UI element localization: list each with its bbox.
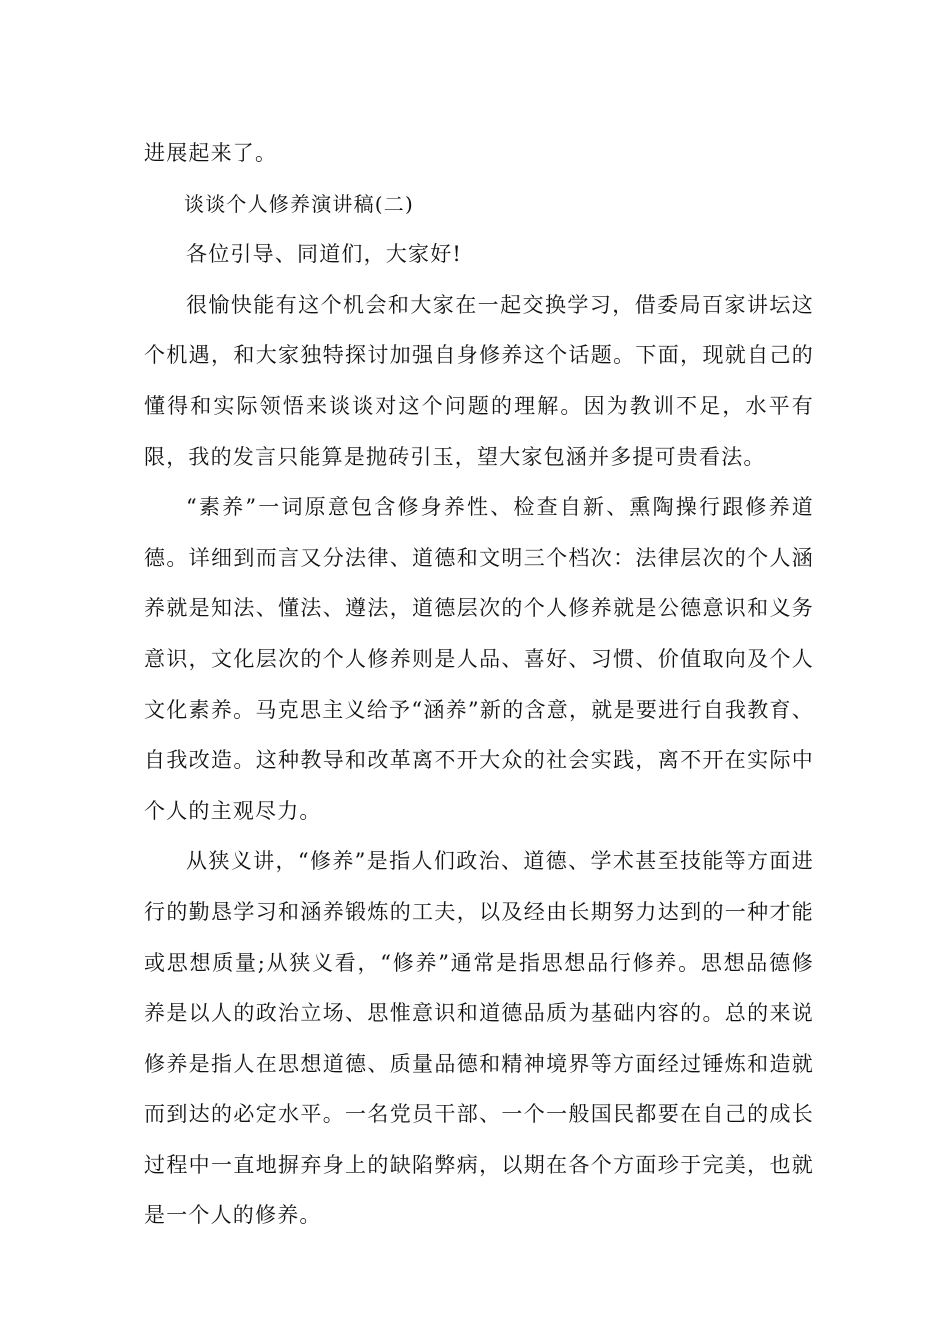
paragraph-intro: 很愉快能有这个机会和大家在一起交换学习，借委局百家讲坛这个机遇，和大家独特探讨加强自身修养这个话题。下面，现就自己的懂得和实际领悟来谈谈对这个问题的理解。因为教训不足，水平有限，我的发言只能算是抛砖引玉，望大家包涵并多提可贵看法。 (144, 292, 814, 469)
greeting-line: 各位引导、同道们，大家好! (186, 242, 463, 267)
speech-title: 谈谈个人修养演讲稿(二) (184, 191, 415, 216)
paragraph-definition: “素养”一词原意包含修身养性、检查自新、熏陶操行跟修养道德。详细到而言又分法律、道德和文明三个档次：法律层次的个人涵养就是知法、懂法、遵法，道德层次的个人修养就是公德意识和义务意识，文化层次的个人修养则是人品、喜好、习惯、价值取向及个人文化素养。马克思主义给予“涵养”新的含意，就是要进行自我教育、自我改造。这种教导和改革离不开大众的社会实践，离不开在实际中个人的主观尽力。 (144, 495, 814, 823)
document-body (144, 128, 814, 1241)
continuation-line: 进展起来了。 (144, 141, 278, 165)
paragraph-meaning: 从狭义讲，“修养”是指人们政治、道德、学术甚至技能等方面进行的勤恳学习和涵养锻炼的工夫，以及经由长期努力达到的一种才能或思想质量;从狭义看，“修养”通常是指思想品行修养。思想品德修养是以人的政治立场、思惟意识和道德品质为基础内容的。总的来说修养是指人在思想道德、质量品德和精神境界等方面经过锤炼和造就而到达的必定水平。一名党员干部、一个一般国民都要在自己的成长过程中一直地摒弃身上的缺陷弊病，以期在各个方面珍于完美，也就是一个人的修养。 (144, 849, 814, 1228)
